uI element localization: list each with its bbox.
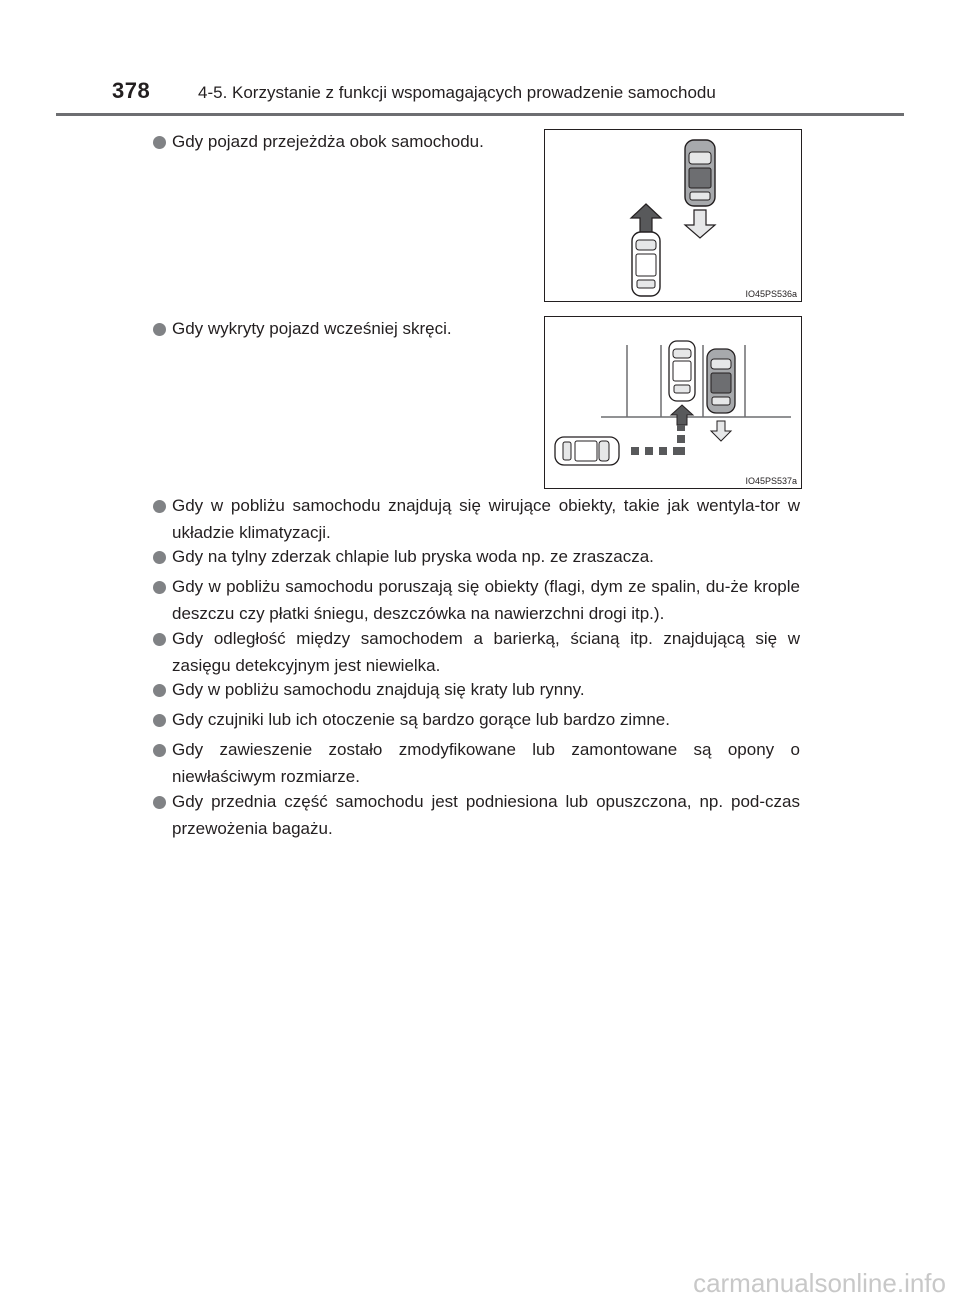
passing-vehicle-diagram-icon xyxy=(545,130,801,301)
figure-turning-vehicle xyxy=(544,316,802,489)
bullet-dot-icon xyxy=(153,796,166,809)
list-item: Gdy w pobliżu samochodu znajdują się wirujące obiekty, takie jak wentyla-tor w układzie klimatyzacji. xyxy=(172,496,800,542)
list-item: Gdy przednia część samochodu jest podniesiona lub opuszczona, np. pod-czas przewożenia bagażu. xyxy=(172,792,800,838)
page-header xyxy=(112,78,902,114)
figure-code-2: IO45PS537a xyxy=(745,476,797,486)
bullet-dot-icon xyxy=(153,551,166,564)
figure-caption-1: Gdy pojazd przejeżdża obok samochodu. xyxy=(172,132,484,151)
figure-code-1: IO45PS536a xyxy=(745,289,797,299)
list-item: Gdy na tylny zderzak chlapie lub pryska woda np. ze zraszacza. xyxy=(172,547,654,566)
list-item: Gdy w pobliżu samochodu znajdują się kraty lub rynny. xyxy=(172,680,585,699)
bullet-dot-icon xyxy=(153,136,166,149)
figure-passing-vehicle xyxy=(544,129,802,302)
bullet-dot-icon xyxy=(153,500,166,513)
list-item: Gdy zawieszenie zostało zmodyfikowane lub zamontowane są opony o niewłaściwym rozmiarze. xyxy=(172,740,800,786)
list-item: Gdy w pobliżu samochodu poruszają się obiekty (flagi, dym ze spalin, du-że krople deszczu czy płatki śniegu, deszczówka na nawierzchni drogi itp.). xyxy=(172,577,800,623)
list-item: Gdy odległość między samochodem a barierką, ścianą itp. znajdującą się w zasięgu detekcyjnym jest niewielka. xyxy=(172,629,800,675)
bullet-dot-icon xyxy=(153,714,166,727)
figure-caption-2: Gdy wykryty pojazd wcześniej skręci. xyxy=(172,319,452,338)
header-rule xyxy=(56,113,904,116)
bullet-dot-icon xyxy=(153,684,166,697)
bullet-dot-icon xyxy=(153,633,166,646)
section-title: 4-5. Korzystanie z funkcji wspomagających prowadzenie samochodu xyxy=(198,83,716,102)
bullet-dot-icon xyxy=(153,744,166,757)
page-number: 378 xyxy=(112,78,151,103)
turning-vehicle-diagram-icon xyxy=(545,317,801,488)
watermark: carmanualsonline.info xyxy=(693,1268,946,1298)
list-item: Gdy czujniki lub ich otoczenie są bardzo gorące lub bardzo zimne. xyxy=(172,710,670,729)
bullet-dot-icon xyxy=(153,581,166,594)
bullet-dot-icon xyxy=(153,323,166,336)
